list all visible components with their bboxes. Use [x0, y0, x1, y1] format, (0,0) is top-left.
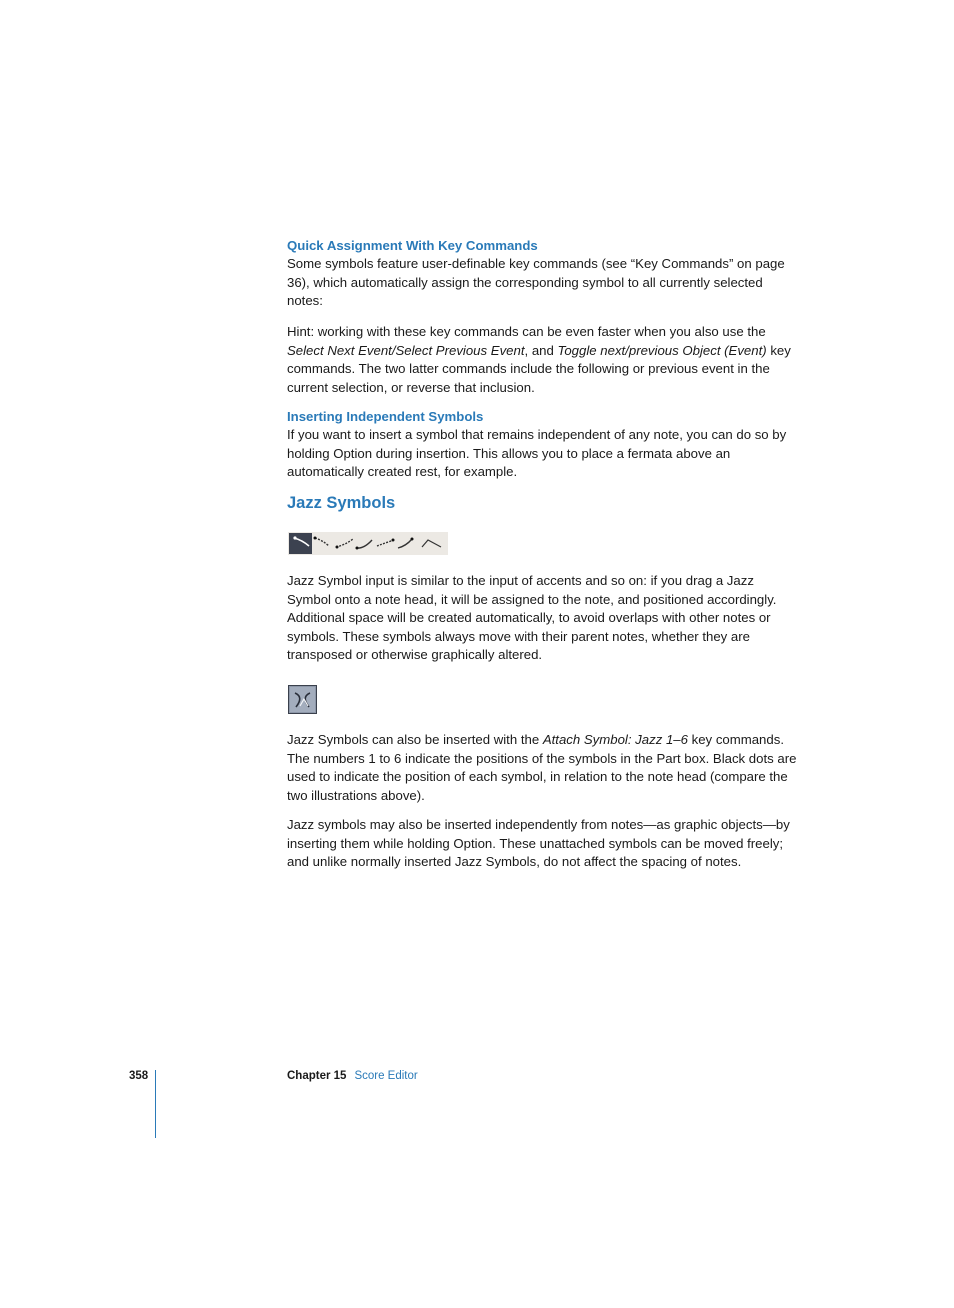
- heading-quick-assignment: Quick Assignment With Key Commands: [287, 238, 538, 253]
- chapter-title: Score Editor: [354, 1070, 418, 1082]
- attach-text-post: key commands. The numbers 1 to 6 indicate the positions of the symbols in the Part box. Black dots are used to indicate the position of each symbol, in relation to the note head (compare the two illustrations above).: [287, 732, 797, 803]
- paragraph-jazz-input: Jazz Symbol input is similar to the input of accents and so on: if you drag a Jazz Symbol onto a note head, it will be assigned to the note, and positioned accordingly. Additional space will be created automatically, to avoid overlaps with other notes or symbols. These symbols always move with their parent notes, whether they are transposed or otherwise graphically altered.: [287, 573, 777, 663]
- jazz-symbols-palette[interactable]: [288, 532, 448, 555]
- section-jazz-symbols: [287, 493, 797, 513]
- attach-italic: Attach Symbol: Jazz 1–6: [542, 732, 688, 747]
- paragraph-independent-jazz: Jazz symbols may also be inserted independently from notes—as graphic objects—by inserting them while holding Option. These unattached symbols can be moved freely; and unlike normally inserted Jazz Symbols, do not affect the spacing of notes.: [287, 817, 790, 870]
- page-number: 358: [129, 1070, 149, 1082]
- palette-selected-cell[interactable]: [289, 533, 312, 554]
- hint-text-mid: , and: [524, 342, 558, 358]
- paragraph-independent-symbols: If you want to insert a symbol that remains independent of any note, you can do so by holding Option during insertion. This allows you to place a fermata above an automatically created rest, for example.: [287, 427, 787, 480]
- footer-divider: [155, 1070, 156, 1138]
- section-quick-assignment: [287, 237, 797, 311]
- paragraph-key-commands: Some symbols feature user-definable key commands (see “Key Commands” on page 36), which automatically assign the corresponding symbol to all currently selected notes:: [287, 256, 785, 309]
- jazz-symbol-tool-icon[interactable]: [288, 685, 317, 714]
- heading-independent-symbols: Inserting Independent Symbols: [287, 409, 484, 424]
- hint-italic-select-next: Select Next Event/Select Previous Event: [287, 342, 525, 358]
- jazz-para-3: [287, 816, 797, 872]
- hint-text-pre: Hint: working with these key commands can be even faster when you also use the: [287, 324, 766, 339]
- hint-italic-toggle: Toggle next/previous Object (Event): [557, 342, 767, 358]
- jazz-para-2: [287, 731, 797, 805]
- chapter-label: Chapter 15: [287, 1070, 347, 1082]
- attach-text-pre: Jazz Symbols can also be inserted with the: [287, 732, 543, 747]
- jazz-para-1: [287, 572, 797, 665]
- hint-paragraph: [287, 323, 797, 397]
- section-independent-symbols: [287, 408, 797, 482]
- heading-jazz-symbols: Jazz Symbols: [287, 494, 396, 512]
- hint-text-post: key commands. The two latter commands include the following or previous event in the current selection, or reverse that inclusion.: [287, 342, 791, 395]
- footer-chapter: [287, 1070, 418, 1082]
